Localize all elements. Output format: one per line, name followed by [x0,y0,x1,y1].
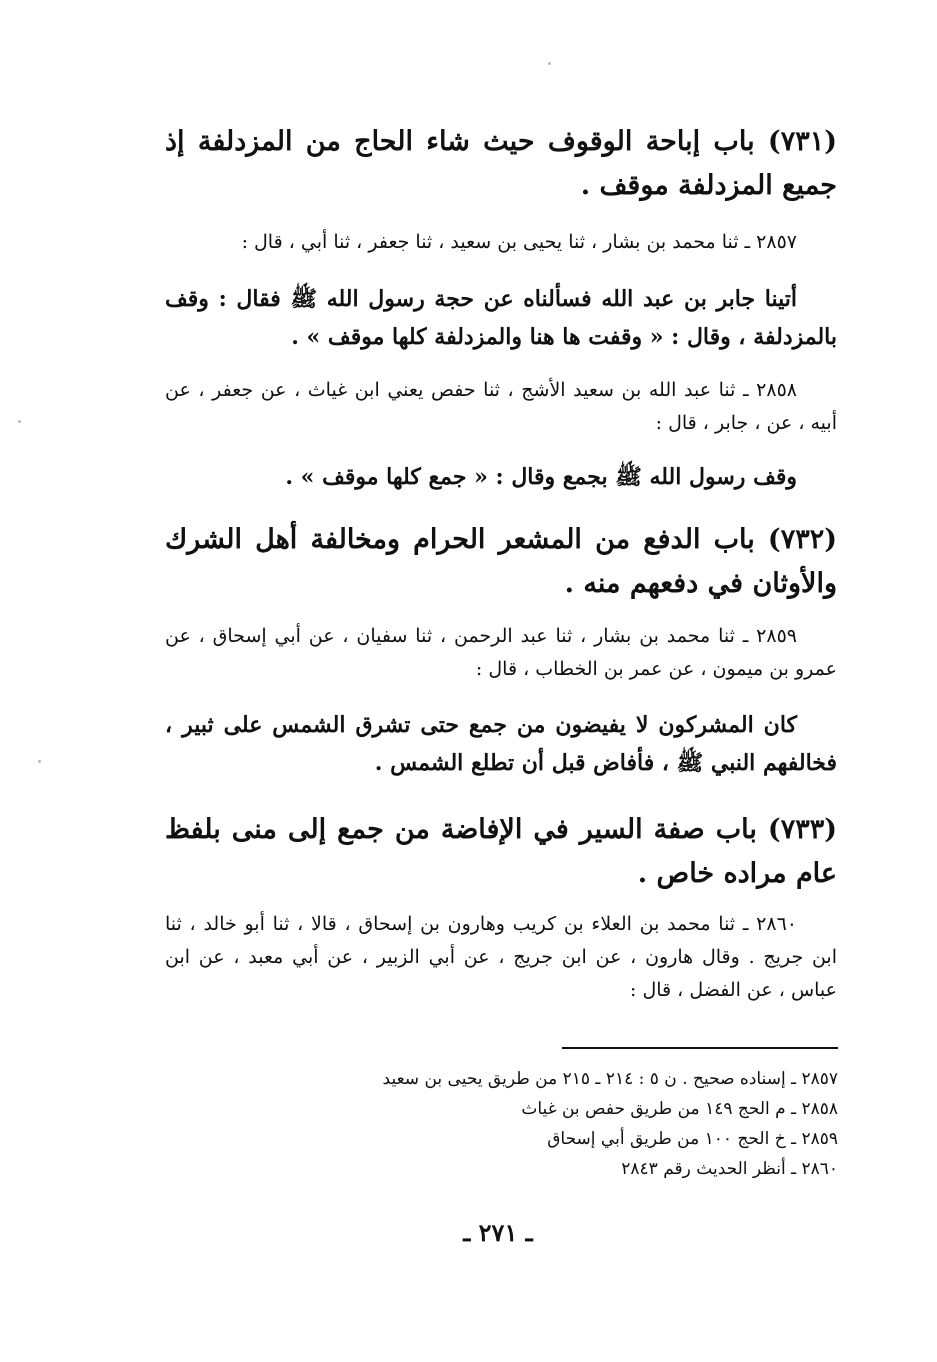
footnote-2858: ٢٨٥٨ ـ م الحج ١٤٩ من طريق حفص بن غياث [521,1099,838,1119]
hadith-isnad-2859: ٢٨٥٩ ـ ثنا محمد بن بشار ، ثنا عبد الرحمن ، ثنا سفيان ، عن أبي إسحاق ، عن عمرو بن ميمون ، عن عمر بن الخطاب ، قال : [165,625,837,680]
footnote-2860: ٢٨٦٠ ـ أنظر الحديث رقم ٢٨٤٣ [621,1159,838,1179]
hadith-isnad-2858: ٢٨٥٨ ـ ثنا عبد الله بن سعيد الأشج ، ثنا حفص يعني ابن غياث ، عن جعفر ، عن أبيه ، عن ، جابر ، قال : [165,379,837,434]
chapter-heading-733: (٧٣٣) باب صفة السير في الإفاضة من جمع إلى منى بلفظ عام مراده خاص . [165,814,837,889]
scan-speck [548,62,551,65]
footnotes [330,1064,838,1184]
hadith-isnad-2860: ٢٨٦٠ ـ ثنا محمد بن العلاء بن كريب وهارون بن إسحاق ، قالا ، ثنا أبو خالد ، ثنا ابن جريج . وقال هارون ، عن ابن جريج ، عن أبي الزبير ، عن أبي معبد ، عن ابن عباس ، عن الفضل ، قال : [165,913,837,1001]
page-number: ـ ٢٧١ ـ [463,1218,533,1247]
footnote-2859: ٢٨٥٩ ـ خ الحج ١٠٠ من طريق أبي إسحاق [547,1129,838,1149]
chapter-heading-731: (٧٣١) باب إباحة الوقوف حيث شاء الحاج من المزدلفة إذ جميع المزدلفة موقف . [165,126,837,201]
scan-speck [18,420,21,423]
footnote-2857: ٢٨٥٧ ـ إسناده صحيح . ن ٥ : ٢١٤ ـ ٢١٥ من طريق يحيى بن سعيد [382,1069,838,1089]
chapter-heading-732: (٧٣٢) باب الدفع من المشعر الحرام ومخالفة أهل الشرك والأوثان في دفعهم منه . [165,524,837,599]
hadith-matn-2858: وقف رسول الله ﷺ بجمع وقال : « جمع كلها موقف » . [285,464,797,490]
hadith-matn-2857: أتينا جابر بن عبد الله فسألناه عن حجة رسول الله ﷺ فقال : وقف بالمزدلفة ، وقال : « وقفت ها هنا والمزدلفة كلها موقف » . [165,286,837,350]
hadith-matn-2859: كان المشركون لا يفيضون من جمع حتى تشرق الشمس على ثبير ، فخالفهم النبي ﷺ ، فأفاض قبل أن تطلع الشمس . [165,712,837,776]
hadith-isnad-2857: ٢٨٥٧ ـ ثنا محمد بن بشار ، ثنا يحيى بن سعيد ، ثنا جعفر ، ثنا أبي ، قال : [241,231,797,253]
scan-speck [38,760,41,763]
footnote-separator [562,1047,838,1049]
